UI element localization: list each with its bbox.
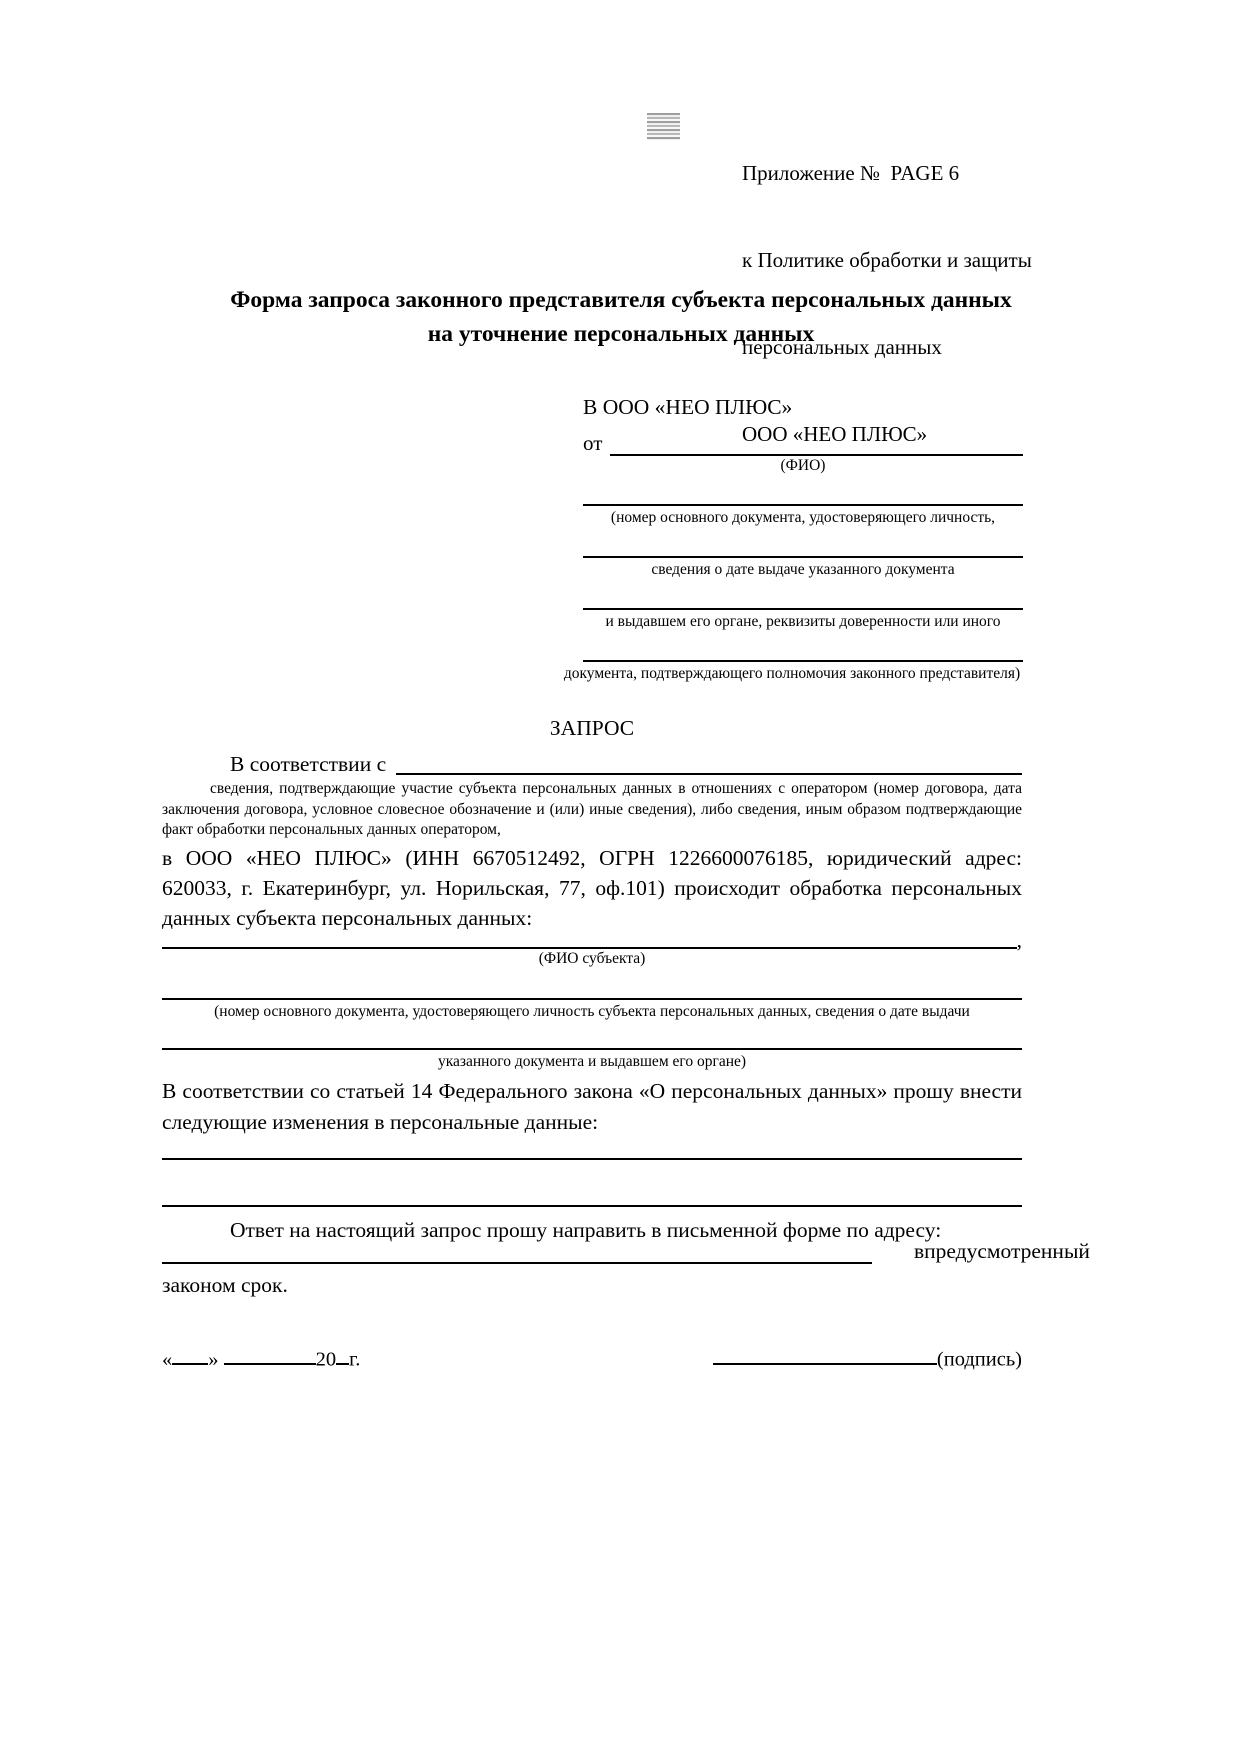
representative-doc-caption-4: документа, подтверждающего полномочия законного представителя): [563, 665, 1021, 682]
response-address-line[interactable]: [162, 1244, 872, 1264]
basis-fine-print: сведения, подтверждающие участие субъекта персональных данных в отношениях с оператором (номер договора, дата заключения договора, условное словесное обозначение и (или) иные сведения), либо сведения, иным образом подтверждающие факт обработки персональных данных оператором,: [162, 780, 1022, 838]
representative-doc-line-2[interactable]: [583, 528, 1023, 558]
basis-label: В соответствии с: [230, 752, 387, 776]
request-body: [162, 748, 1090, 1371]
date-quote-close: »: [208, 1348, 219, 1370]
operator-paragraph: в ООО «НЕО ПЛЮС» (ИНН 6670512492, ОГРН 1226600076185, юридический адрес: 620033, г. Екатеринбург, ул. Норильская, 77, оф.101) происходит обработка персональных данных субъекта персональных данных:: [162, 845, 1022, 930]
representative-doc-field-4: [563, 632, 1023, 684]
appendix-number: Приложение № PAGE 6: [742, 161, 960, 185]
date-quote-open: «: [162, 1348, 173, 1370]
signature-line[interactable]: [713, 1343, 937, 1366]
form-title-line2: на уточнение персональных данных: [427, 321, 815, 347]
form-title-line1: Форма запроса законного представителя субъекта персональных данных: [230, 287, 1012, 313]
form-title: [100, 283, 1142, 351]
addressee-block: [563, 395, 1023, 684]
year-blank-line[interactable]: [336, 1343, 349, 1366]
day-blank-line[interactable]: [172, 1343, 208, 1366]
signature-caption: (подпись): [936, 1348, 1022, 1370]
subject-doc-caption-2: указанного документа и выдавшем его органе): [437, 1052, 747, 1070]
changes-line-1[interactable]: [162, 1138, 1022, 1160]
subject-doc-line-2[interactable]: [162, 1022, 1022, 1050]
representative-fio-line[interactable]: [610, 426, 1023, 456]
date-year: 20: [315, 1348, 337, 1370]
subject-fio-caption: (ФИО субъекта): [538, 949, 646, 967]
answer-word-due: предусмотренный: [924, 1238, 1090, 1263]
answer-paragraph: Ответ на настоящий запрос прошу направить в письменной форме по адресу:: [230, 1217, 942, 1242]
date-signature-row: [162, 1343, 1022, 1372]
date-group: [162, 1343, 360, 1372]
changes-line-2[interactable]: [162, 1160, 1022, 1207]
month-blank-line[interactable]: [224, 1343, 316, 1366]
representative-doc-field-3: [583, 580, 1023, 632]
signature-group: [713, 1343, 1022, 1372]
embedded-mark-icon: [647, 113, 680, 140]
answer-word-in: в: [914, 1238, 925, 1263]
date-year-suffix: г.: [349, 1348, 361, 1370]
representative-doc-caption-3: и выдавшем его органе, реквизиты доверенности или иного: [605, 613, 1001, 630]
representative-doc-line-1[interactable]: [583, 476, 1023, 506]
representative-doc-field-1: [583, 476, 1023, 528]
from-row: [583, 426, 1023, 456]
representative-doc-caption-2: сведения о дате выдаче указанного документа: [651, 561, 955, 578]
representative-doc-line-3[interactable]: [583, 580, 1023, 610]
basis-line[interactable]: [396, 748, 1022, 775]
from-label: от: [583, 431, 603, 455]
article-paragraph: В соответствии со статьей 14 Федерального закона «О персональных данных» прошу внести следующие изменения в персональные данные:: [162, 1078, 1022, 1134]
answer-paragraph-end: законом срок.: [162, 1272, 288, 1297]
request-heading: ЗАПРОС: [549, 716, 635, 740]
addressee-org: В ООО «НЕО ПЛЮС»: [583, 395, 793, 419]
policy-reference-line2: персональных данных: [742, 335, 942, 359]
subject-fio-row: [162, 927, 1022, 952]
subject-comma: ,: [1016, 927, 1022, 952]
subject-doc-line-1[interactable]: [162, 969, 1022, 1000]
subject-fio-line[interactable]: [162, 931, 1017, 949]
representative-doc-field-2: [583, 528, 1023, 580]
policy-reference-line1: к Политике обработки и защиты: [742, 248, 1032, 272]
basis-row: [162, 748, 1022, 777]
representative-doc-caption-1: (номер основного документа, удостоверяющего личность,: [610, 509, 996, 526]
fio-caption: (ФИО): [780, 457, 826, 474]
subject-doc-caption-1: (номер основного документа, удостоверяющего личность субъекта персональных данных, сведения о дате выдачи: [214, 1002, 970, 1020]
company-name: ООО «НЕО ПЛЮС»: [742, 422, 928, 446]
representative-doc-line-4[interactable]: [583, 632, 1023, 662]
answer-address-row: [162, 1238, 1090, 1264]
